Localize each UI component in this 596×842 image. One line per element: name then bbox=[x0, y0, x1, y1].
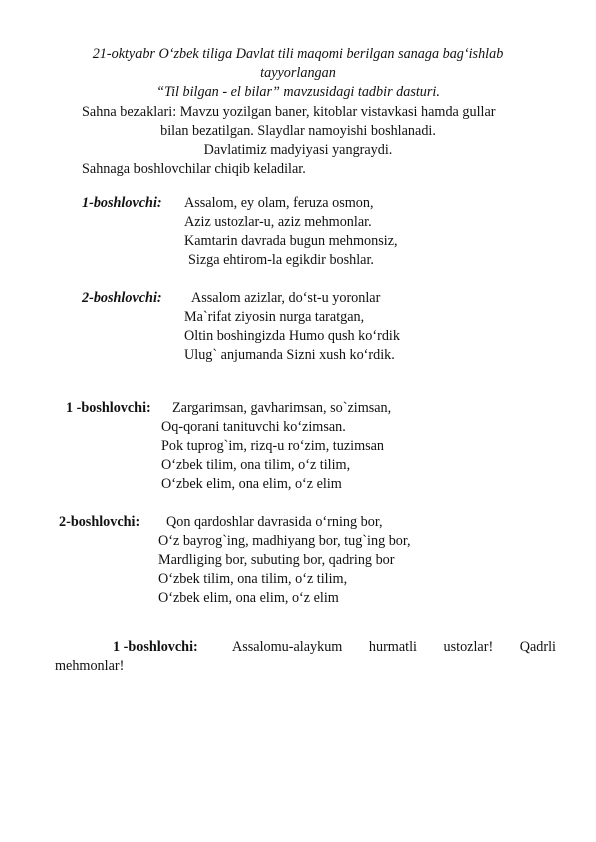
paragraph-word: ustozlar! bbox=[443, 639, 494, 655]
verse-line: O‘zbek elim, ona elim, o‘z elim bbox=[158, 590, 339, 606]
stage-note-line-3: Davlatimiz madyiyasi yangraydi. bbox=[203, 142, 393, 158]
stage-note-line-4: Sahnaga boshlovchilar chiqib keladilar. bbox=[82, 161, 306, 177]
speaker-1-label: 1 -boshlovchi: bbox=[66, 400, 151, 416]
final-paragraph-line-2: mehmonlar! bbox=[55, 658, 125, 674]
verse-line: Zargarimsan, gavharimsan, so`zimsan, bbox=[172, 400, 392, 416]
speaker-1-label: 1-boshlovchi: bbox=[82, 195, 162, 211]
verse-line: Mardliging bor, subuting bor, qadring bor bbox=[158, 552, 395, 568]
title-line-2: tayyorlangan bbox=[260, 65, 336, 81]
verse-line: Ma`rifat ziyosin nurga taratgan, bbox=[184, 309, 365, 325]
paragraph-word: hurmatli bbox=[368, 639, 417, 655]
speaker-2-label: 2-boshlovchi: bbox=[59, 514, 141, 530]
speaker-1-label: 1 -boshlovchi: bbox=[113, 639, 198, 655]
stage-note-line-1: Sahna bezaklari: Mavzu yozilgan baner, kitoblar vistavkasi hamda gullar bbox=[82, 104, 496, 120]
verse-line: O‘z bayrog`ing, madhiyang bor, tug`ing bor, bbox=[158, 533, 411, 549]
verse-line: Qon qardoshlar davrasida o‘rning bor, bbox=[166, 514, 383, 530]
verse-line: Sizga ehtirom-la egikdir boshlar. bbox=[188, 252, 374, 268]
verse-line: O‘zbek tilim, ona tilim, o‘z tilim, bbox=[161, 457, 351, 473]
verse-line: O‘zbek tilim, ona tilim, o‘z tilim, bbox=[158, 571, 348, 587]
verse-line: Kamtarin davrada bugun mehmonsiz, bbox=[184, 233, 398, 249]
paragraph-word: Assalomu-alaykum bbox=[232, 639, 343, 655]
verse-line: Aziz ustozlar-u, aziz mehmonlar. bbox=[184, 214, 372, 230]
verse-line: Pok tuprog`im, rizq-u ro‘zim, tuzimsan bbox=[161, 438, 385, 454]
verse-line: Assalom, ey olam, feruza osmon, bbox=[184, 195, 374, 211]
title-line-1: 21-oktyabr O‘zbek tiliga Davlat tili maqomi berilgan sanaga bag‘ishlab bbox=[92, 46, 504, 62]
verse-line: Oq-qorani tanituvchi ko‘zimsan. bbox=[161, 419, 346, 435]
paragraph-word: Qadrli bbox=[519, 639, 556, 655]
title-line-3: “Til bilgan - el bilar” mavzusidagi tadbir dasturi. bbox=[156, 84, 440, 100]
verse-line: O‘zbek elim, ona elim, o‘z elim bbox=[161, 476, 342, 492]
speaker-2-label: 2-boshlovchi: bbox=[82, 290, 162, 306]
verse-line: Oltin boshingizda Humo qush ko‘rdik bbox=[184, 328, 400, 344]
verse-line: Assalom azizlar, do‘st-u yoronlar bbox=[191, 290, 381, 306]
final-paragraph-line-1 bbox=[232, 638, 556, 657]
stage-note-line-2: bilan bezatilgan. Slaydlar namoyishi boshlanadi. bbox=[160, 123, 436, 139]
verse-line: Ulug` anjumanda Sizni xush ko‘rdik. bbox=[184, 347, 395, 363]
